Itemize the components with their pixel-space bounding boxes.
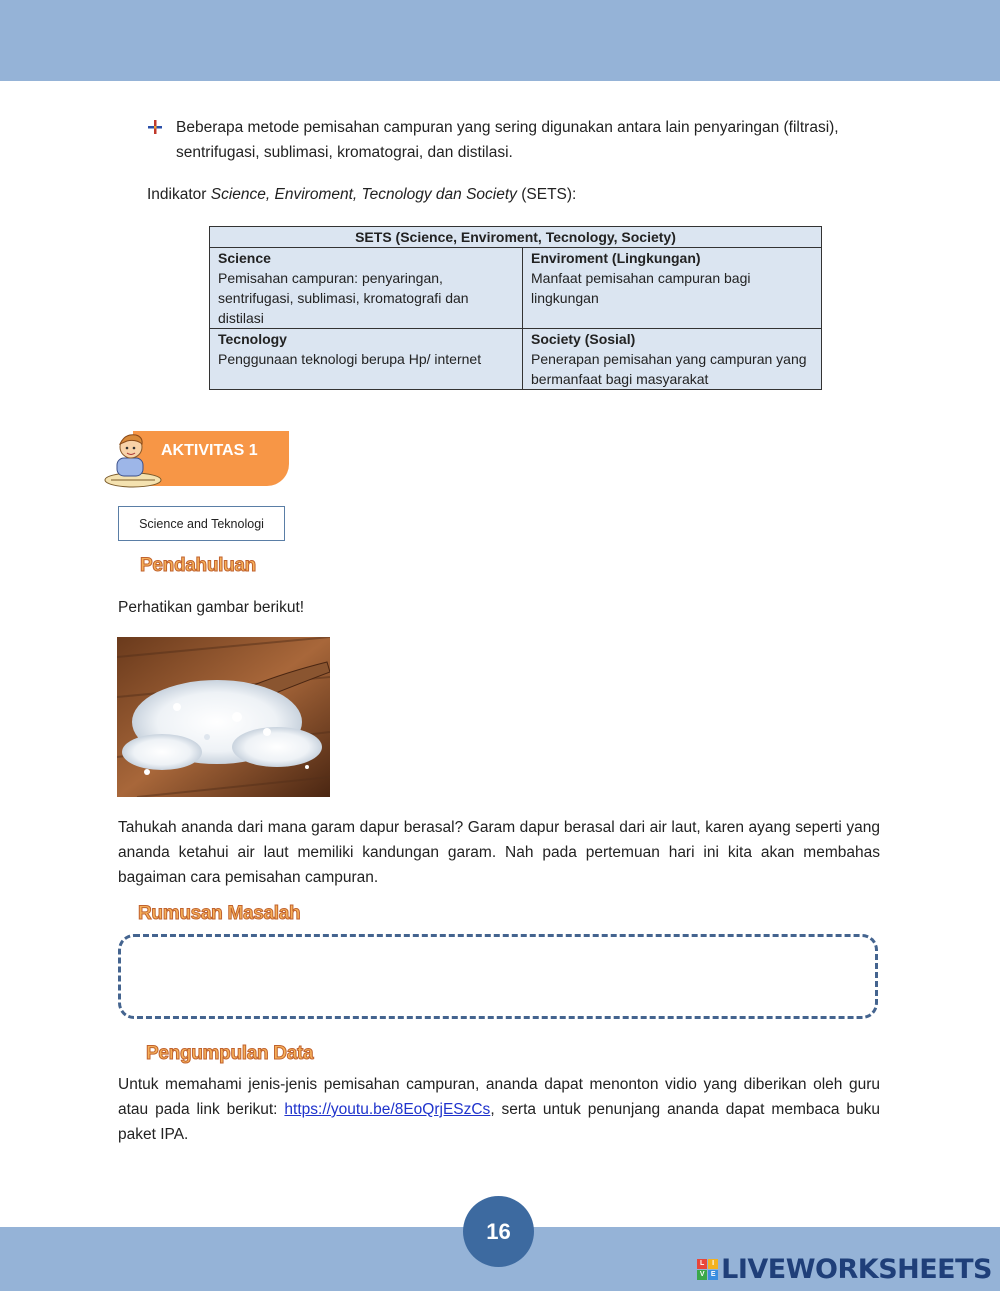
pendahuluan-paragraph: Tahukah ananda dari mana garam dapur berasal? Garam dapur berasal dari air laut, karen ayang seperti yang ananda ketahui air laut memiliki kandungan garam. Nah pada pertemuan hari ini kita akan membahas bagaiman cara pemisahan campuran. [118, 819, 880, 886]
indikator-suffix: (SETS): [516, 186, 577, 203]
pengumpulan-text-before: Untuk memahami jenis-jenis pemisahan campuran, ananda dapat menonton vidio yang diberikan oleh guru atau pada link berikut: [118, 1076, 880, 1118]
indikator-italic: Science, Enviroment, Tecnology dan Society [210, 186, 517, 203]
sets-table [209, 226, 822, 390]
enviroment-body: Manfaat pemisahan campuran bagi lingkungan [531, 270, 751, 306]
logo-letter-e: E [708, 1270, 718, 1280]
liveworksheets-brand: LIVEWORKSHEETS [721, 1254, 992, 1285]
salt-photo [117, 637, 330, 797]
pendahuluan-heading: Pendahuluan [140, 555, 256, 576]
instruction-text: Perhatikan gambar berikut! [118, 599, 305, 616]
bullet-text [176, 115, 886, 165]
liveworksheets-logo-icon [697, 1259, 718, 1280]
bullet-line-1: Beberapa metode pemisahan campuran yang sering digunakan antara lain penyaringan (filtrasi), [176, 119, 839, 136]
society-cell [523, 329, 822, 390]
page-number: 16 [463, 1196, 534, 1267]
pengumpulan-heading: Pengumpulan Data [146, 1043, 314, 1064]
society-body: Penerapan pemisahan yang campuran yang bermanfaat bagi masyarakat [531, 351, 807, 387]
logo-letter-l: L [697, 1259, 707, 1269]
rumusan-heading: Rumusan Masalah [138, 903, 301, 924]
science-cell [210, 248, 523, 329]
rumusan-answer-box[interactable] [118, 934, 878, 1019]
pengumpulan-text-after: , serta untuk penunjang ananda dapat membaca buku paket IPA. [118, 1101, 880, 1143]
tecnology-title: Tecnology [218, 331, 287, 347]
sets-table-header: SETS (Science, Enviroment, Tecnology, Society) [210, 227, 822, 248]
science-body: Pemisahan campuran: penyaringan, sentrifugasi, sublimasi, kromatografi dan distilasi [218, 270, 469, 326]
aktivitas-label: AKTIVITAS 1 [161, 442, 258, 459]
society-title: Society (Sosial) [531, 331, 636, 347]
tecnology-body: Penggunaan teknologi berupa Hp/ internet [218, 351, 482, 367]
top-banner [0, 0, 1000, 81]
indikator-line [147, 182, 576, 207]
topic-box: Science and Teknologi [118, 506, 285, 541]
logo-letter-i: I [708, 1259, 718, 1269]
indikator-prefix: Indikator [147, 186, 211, 203]
enviroment-cell [523, 248, 822, 329]
child-reading-icon [103, 430, 163, 490]
video-link[interactable]: https://youtu.be/8EoQrjESzCs [284, 1101, 491, 1118]
science-title: Science [218, 250, 271, 266]
liveworksheets-logo [697, 1254, 992, 1285]
pengumpulan-paragraph [118, 1072, 880, 1147]
logo-letter-v: V [697, 1270, 707, 1280]
bullet-icon [147, 119, 163, 135]
bullet-line-2: sentrifugasi, sublimasi, kromatograi, dan distilasi. [176, 144, 513, 161]
tecnology-cell [210, 329, 523, 390]
aktivitas-banner [103, 430, 289, 490]
enviroment-title: Enviroment (Lingkungan) [531, 250, 701, 266]
